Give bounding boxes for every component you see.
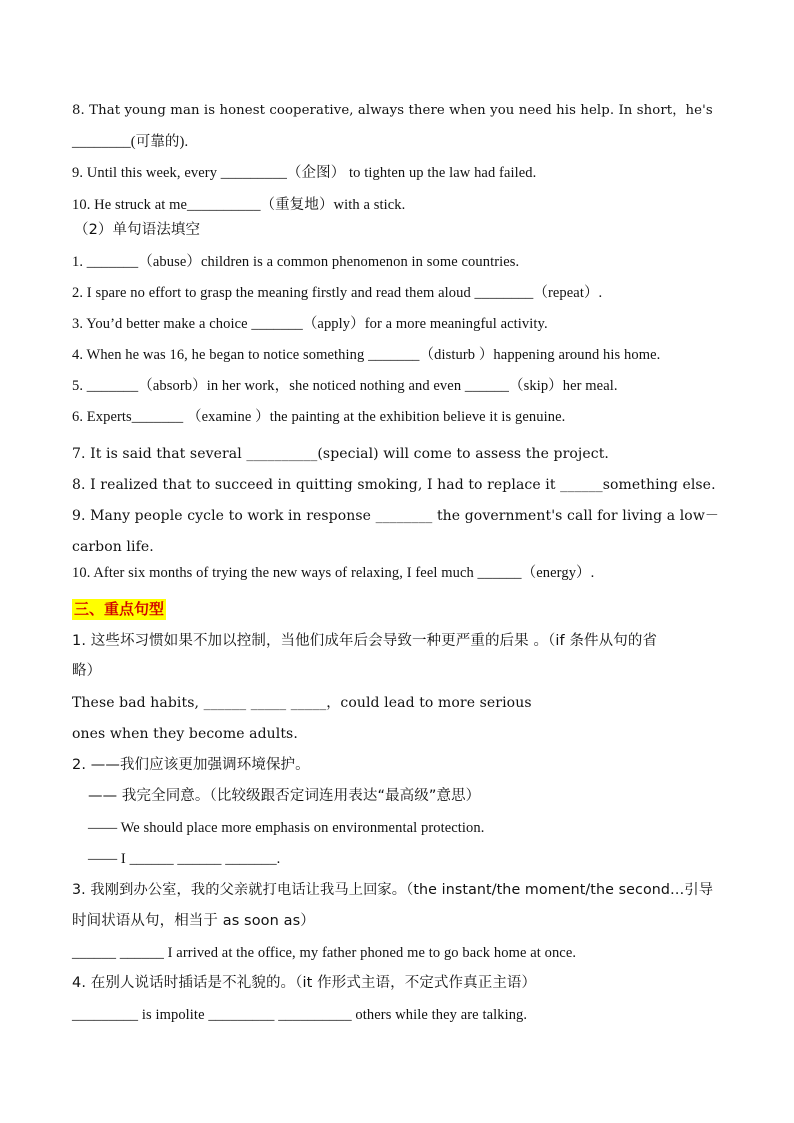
pattern-3-chinese-continued: 时间状语从句，相当于 as soon as）: [72, 913, 315, 929]
pattern-1-chinese-continued: 略）: [72, 663, 102, 679]
vocab-item-10: 10. He struck at me__________（重复地）with a stick.: [72, 197, 406, 213]
grammar-item-9: 9. Many people cycle to work in response ________ the government's call for living a low－: [72, 508, 720, 524]
grammar-item-9-continued: carbon life.: [72, 539, 154, 555]
grammar-item-7: 7. It is said that several __________(special) will come to assess the project.: [72, 446, 609, 462]
pattern-1-english: These bad habits, ______ _____ _____，could lead to more serious: [72, 695, 532, 711]
grammar-item-8: 8. I realized that to succeed in quitting smoking, I had to replace it ______something else.: [72, 477, 716, 493]
grammar-item-6: 6. Experts_______ （examine ）the painting at the exhibition believe it is genuine.: [72, 409, 566, 425]
vocab-item-8-blank: ________(可靠的).: [72, 134, 189, 150]
vocab-item-8: 8. That young man is honest cooperative, always there when you need his help. In short，he's: [72, 103, 713, 118]
pattern-2-chinese-q: 2. ——我们应该更加强调环境保护。: [72, 757, 310, 773]
grammar-item-10: 10. After six months of trying the new ways of relaxing, I feel much ______（energy）.: [72, 565, 595, 581]
pattern-1-chinese: 1. 这些坏习惯如果不加以控制，当他们成年后会导致一种更严重的后果 。（if 条件从句的省: [72, 633, 658, 649]
grammar-item-4: 4. When he was 16, he began to notice something _______（disturb ）happening around his home.: [72, 347, 661, 363]
pattern-3-english: ______ ______ I arrived at the office, my father phoned me to go back home at once.: [72, 945, 577, 961]
part2-title: （2）单句语法填空: [74, 222, 201, 238]
vocab-item-9: 9. Until this week, every _________（企图） to tighten up the law had failed.: [72, 165, 537, 181]
pattern-2-chinese-a: —— 我完全同意。（比较级跟否定词连用表达“最高级”意思）: [88, 788, 481, 804]
pattern-4-chinese: 4. 在别人说话时插话是不礼貌的。（it 作形式主语，不定式作真正主语）: [72, 975, 537, 991]
grammar-item-5: 5. _______（absorb）in her work，she noticed nothing and even ______（skip）her meal.: [72, 378, 618, 394]
section-heading-key-sentences: 三、重点句型: [74, 600, 165, 618]
grammar-item-1: 1. _______（abuse）children is a common phenomenon in some countries.: [72, 254, 520, 270]
pattern-2-english-q: —— We should place more emphasis on environmental protection.: [88, 820, 485, 836]
pattern-2-english-a: —— I ______ ______ _______.: [88, 851, 281, 867]
pattern-1-english-continued: ones when they become adults.: [72, 726, 298, 742]
grammar-item-2: 2. I spare no effort to grasp the meaning firstly and read them aloud ________（repeat）.: [72, 285, 603, 301]
pattern-3-chinese: 3. 我刚到办公室，我的父亲就打电话让我马上回家。（the instant/the moment/the second…引导: [72, 882, 714, 898]
pattern-4-english: _________ is impolite _________ __________ others while they are talking.: [72, 1007, 528, 1023]
grammar-item-3: 3. You’d better make a choice _______（apply）for a more meaningful activity.: [72, 316, 548, 332]
